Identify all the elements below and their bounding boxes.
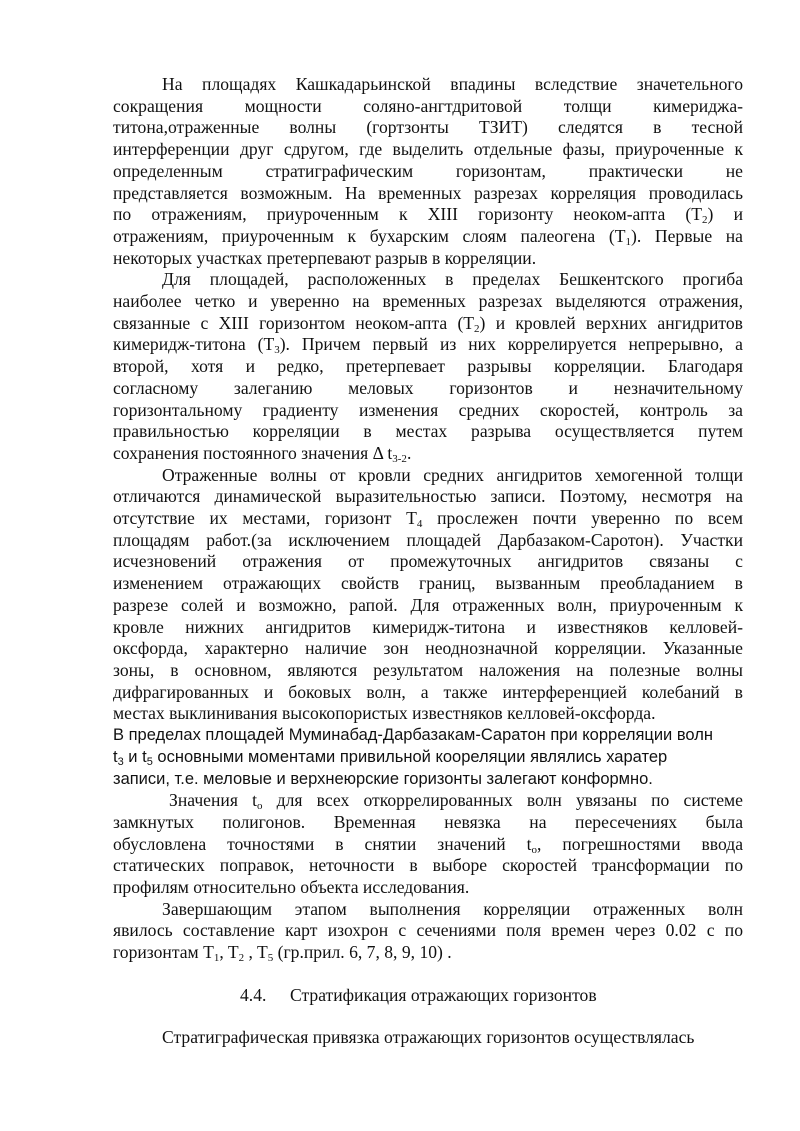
paragraph-3 (113, 465, 743, 725)
text-line (113, 313, 743, 335)
section-number: 4.4. (240, 984, 267, 1005)
text-line: Завершающим этапом выполнения корреляции отраженных волн (162, 898, 743, 919)
text-line: согласному залеганию меловых горизонтов и незначительному (113, 377, 743, 398)
text-line: представляется возможным. На временных разрезах корреляция проводилась (113, 182, 743, 203)
text-line: статических поправок, неточности в выборе скоростей трансформации по (113, 855, 743, 876)
text-line: изменением отражающих свойств границ, вызванным преобладанием в (113, 573, 743, 594)
text-line (113, 334, 743, 356)
text-run: обусловлена точностями в снятии значений t (113, 833, 532, 854)
text-run: прослежен почти уверенно по всем (422, 508, 744, 529)
text-line: сокращения мощности соляно-ангтдритовой толщи кимериджа- (113, 95, 743, 116)
section-heading (113, 985, 743, 1007)
text-run: кимеридж-титона (T (113, 334, 275, 355)
text-line: горизонтальному градиенту изменения средних скоростей, контроль за (113, 399, 743, 420)
text-line: второй, хотя и редко, претерпевает разрывы корреляции. Благодаря (113, 356, 743, 377)
text-run: (гр.прил. 6, 7, 8, 9, 10) . (273, 942, 452, 963)
spacer (113, 1007, 743, 1027)
text-run: отсутствие их местами, горизонт T (113, 508, 417, 529)
text-line: профилям относительно объекта исследования. (113, 877, 470, 898)
subscript: 4 (416, 518, 423, 531)
text-run: ). Первые на (630, 225, 743, 246)
text-line: интерференции друг сдругом, где выделить отдельные фазы, приуроченные к (113, 139, 743, 160)
text-run: , T (219, 942, 239, 963)
text-line (113, 204, 743, 226)
text-run: связанные с XIII горизонтом неоком-апта (T (113, 312, 475, 333)
text-line: дифрагированных и боковых волн, а также интерференцией колебаний в (113, 681, 743, 702)
text-line: отличаются динамической выразительностью записи. Поэтому, несмотря на (113, 486, 743, 507)
section-title: Стратификация отражающих горизонтов (290, 984, 597, 1005)
text-run: сохранения постоянного значения Δ t (113, 442, 393, 463)
paragraph-4 (113, 725, 743, 790)
text-run: t (113, 747, 118, 766)
text-line: титона,отраженные волны (гортзонты ТЗИТ) следятся в тесной (113, 117, 743, 138)
subscript: 3 (274, 344, 280, 357)
text-run: ) и кровлей верхних ангидритов (479, 312, 743, 333)
text-line: исчезновений отражения от промежуточных ангидритов связаны с (113, 551, 743, 572)
text-run: для всех откоррелированных волн увязаны по системе (262, 790, 743, 811)
text-run: , погрешностями ввода (537, 833, 743, 854)
text-line: зоны, в основном, являются результатом наложения на полезные волны (113, 659, 743, 680)
text-run: по отражениям, приуроченным к XIII горизонту неоком-апта (T (113, 204, 703, 225)
text-line: Для площадей, расположенных в пределах Бешкентского прогиба (162, 269, 743, 290)
text-line: записи, т.е. меловые и верхнеюрские горизонты залегают конформно. (113, 769, 653, 788)
text-line (113, 942, 743, 964)
text-run: , T (244, 942, 268, 963)
paragraph-2 (113, 269, 743, 464)
text-line: явилось составление карт изохрон с сечениями поля времен через 0.02 с по (113, 920, 743, 941)
subscript: o (256, 800, 263, 813)
text-line: некоторых участках претерпевают разрыв в корреляции. (113, 247, 537, 268)
text-line: определенным стратиграфическим горизонтам, практически не (113, 160, 743, 181)
subscript: 1 (625, 235, 631, 248)
text-run: и t (123, 747, 147, 766)
text-run: основными моментами привильной коореляции являлись харатер (152, 747, 668, 766)
text-run: отражениям, приуроченным к бухарским слоям палеогена (T (113, 225, 626, 246)
text-line: площадям работ.(за исключением площадей Дарбазаком-Саротон). Участки (113, 529, 743, 550)
text-line: В пределах площадей Муминабад-Дарбазакам-Саратон при корреляции волн (113, 726, 713, 745)
subscript: 3-2 (392, 452, 407, 465)
text-line (113, 508, 743, 530)
text-run: Значения t (169, 790, 257, 811)
text-line: местах выклинивания высокопористых известняков келловей-оксфорда. (113, 703, 656, 724)
text-line: На площадях Кашкадарьинской впадины вследствие значетельного (162, 74, 743, 94)
text-line: Стратиграфическая привязка отражающих горизонтов осуществлялась (162, 1026, 695, 1047)
text-line (113, 790, 743, 812)
text-run: ). Причем первый из них коррелируется непрерывно, а (279, 334, 743, 355)
text-line: кровле нижних ангидритов кимеридж-титона и известняков келловей- (113, 616, 743, 637)
text-run: горизонтам T (113, 942, 214, 963)
subscript: 5 (146, 755, 153, 768)
subscript: 3 (117, 755, 124, 768)
subscript: 2 (474, 322, 480, 335)
subscript: o (531, 843, 538, 856)
text-line (113, 226, 743, 248)
subscript: 1 (213, 952, 220, 965)
text-line: Отраженные волны от кровли средних ангидритов хемогенной толщи (162, 464, 743, 485)
text-line: наиболее четко и уверенно на временных разрезах выделяются отражения, (113, 291, 743, 312)
text-line: оксфорда, характерно наличие зон неоднозначной корреляции. Указанные (113, 638, 743, 659)
text-line: правильностью корреляции в местах разрыва осуществляется путем (113, 421, 743, 442)
subscript: 2 (702, 214, 708, 227)
text-line (113, 834, 743, 856)
text-line: разрезе солей и возможно, рапой. Для отраженных волн, приуроченным к (113, 594, 743, 615)
text-run: ) и (707, 204, 743, 225)
paragraph-6 (113, 899, 743, 964)
text-line: замкнутых полигонов. Временная невязка на пересечениях была (113, 811, 743, 832)
subscript: 5 (267, 952, 274, 965)
paragraph-1 (113, 74, 743, 269)
paragraph-5 (113, 790, 743, 899)
text-line (113, 747, 743, 769)
text-run: . (406, 442, 412, 463)
subscript: 2 (238, 952, 245, 965)
text-line (113, 443, 743, 465)
